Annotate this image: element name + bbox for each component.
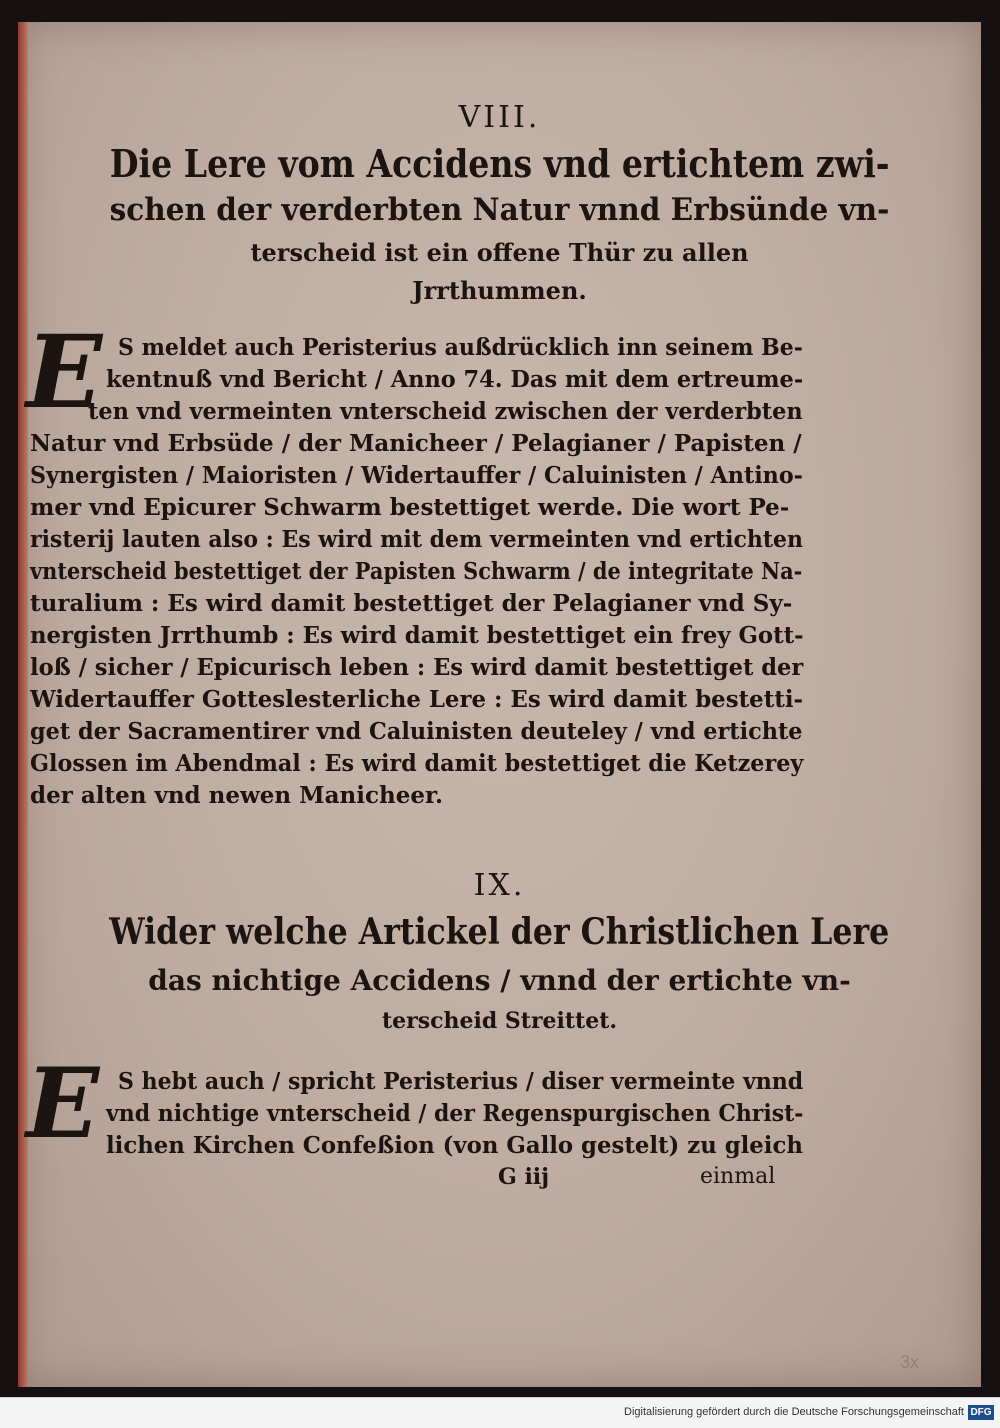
section-8-body-line: kentnuß vnd Bericht / Anno 74. Das mit dem ertreume- <box>106 366 804 393</box>
section-8-title-line-1: Die Lere vom Accidens vnd ertichtem zwi- <box>109 141 890 186</box>
section-8-body-line: get der Sacramentirer vnd Caluinisten deuteley / vnd ertichte <box>30 718 803 745</box>
section-8-body-line: nergisten Jrrthumb : Es wird damit bestettiget ein frey Gott- <box>30 622 804 649</box>
footer-bar <box>0 1397 1000 1428</box>
section-8-body-line: risterij lauten also : Es wird mit dem vermeinten vnd ertichten <box>30 526 803 553</box>
catchword: einmal <box>700 1164 776 1189</box>
section-8-dropcap: E <box>26 313 103 431</box>
section-8-title-line-4: Jrrthummen. <box>412 276 587 305</box>
section-8-body-line: ten vnd vermeinten vnterscheid zwischen der verderbten <box>88 398 803 425</box>
section-8-title-line-2: schen der verderbten Natur vnnd Erbsünde vn- <box>109 192 890 228</box>
page-binding-edge <box>18 22 28 1387</box>
pencil-annotation: 3x <box>900 1352 920 1372</box>
section-9-number: IX. <box>473 868 526 903</box>
section-9-body-line: lichen Kirchen Confeßion (von Gallo gestelt) zu gleich <box>106 1132 803 1159</box>
section-8-body-line: S meldet auch Peristerius außdrücklich inn seinem Be- <box>118 334 803 361</box>
section-9-body-line: S hebt auch / spricht Peristerius / diser vermeinte vnnd <box>118 1068 804 1095</box>
section-8-title-line-3: terscheid ist ein offene Thür zu allen <box>250 238 749 267</box>
section-8-body-line: der alten vnd newen Manicheer. <box>30 782 443 809</box>
section-9-dropcap: E <box>26 1047 100 1160</box>
book-page <box>18 22 981 1387</box>
funding-notice: Digitalisierung gefördert durch die Deutsche Forschungsgemeinschaft <box>624 1406 964 1418</box>
section-8-body-line: Synergisten / Maioristen / Widertauffer / Caluinisten / Antino- <box>30 462 803 489</box>
section-8-body-line: Glossen im Abendmal : Es wird damit bestettiget die Ketzerey <box>30 750 804 777</box>
section-8-body-line: Natur vnd Erbsüde / der Manicheer / Pelagianer / Papisten / <box>30 430 802 457</box>
section-8-body-line: vnterscheid bestettiget der Papisten Schwarm / de integritate Na- <box>30 558 803 585</box>
section-8-body-line: mer vnd Epicurer Schwarm bestettiget werde. Die wort Pe- <box>30 494 790 521</box>
section-9-title-line-1: Wider welche Artickel der Christlichen Lere <box>109 911 890 953</box>
section-9-title-line-2: das nichtige Accidens / vnnd der ertichte vn- <box>148 964 851 997</box>
section-9-title-line-3: terscheid Streittet. <box>381 1008 618 1034</box>
section-8-body-line: loß / sicher / Epicurisch leben : Es wird damit bestettiget der <box>30 654 804 681</box>
section-8-body-line: turalium : Es wird damit bestettiget der Pelagianer vnd Sy- <box>30 590 793 617</box>
section-8-number: VIII. <box>458 100 541 135</box>
section-8-body-line: Widertauffer Gotteslesterliche Lere : Es wird damit bestetti- <box>30 686 804 713</box>
signature-mark: G iij <box>498 1164 550 1190</box>
dfg-logo[interactable]: DFG <box>968 1405 994 1420</box>
section-9-body-line: vnd nichtige vnterscheid / der Regenspurgischen Christ- <box>106 1100 804 1127</box>
